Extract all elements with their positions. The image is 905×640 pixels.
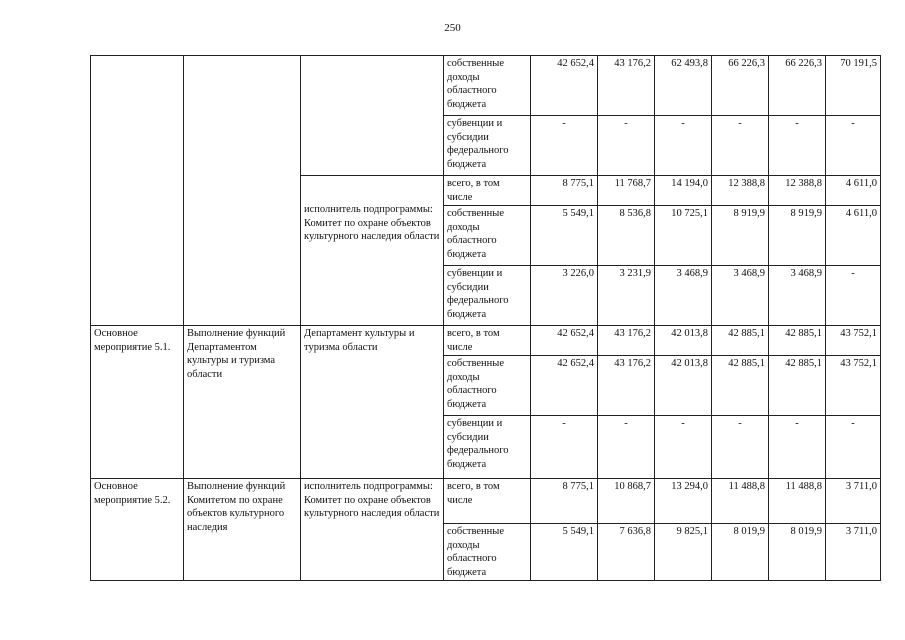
value-cell: 62 493,8 [655, 56, 712, 116]
value-cell: 14 194,0 [655, 176, 712, 206]
value-cell: 3 226,0 [531, 266, 598, 326]
value-cell: 42 013,8 [655, 356, 712, 416]
value-cell: - [712, 416, 769, 479]
value-cell: 9 825,1 [655, 524, 712, 581]
value-cell: 5 549,1 [531, 206, 598, 266]
value-cell: 4 611,0 [826, 206, 881, 266]
value-cell: 42 652,4 [531, 56, 598, 116]
value-cell: 8 775,1 [531, 479, 598, 524]
value-cell: 11 488,8 [712, 479, 769, 524]
value-cell: 3 468,9 [712, 266, 769, 326]
value-cell: - [769, 416, 826, 479]
value-cell: 5 549,1 [531, 524, 598, 581]
value-cell: 11 488,8 [769, 479, 826, 524]
executor-label: Департамент культуры и туризма области [301, 326, 444, 479]
value-cell: 42 885,1 [769, 356, 826, 416]
activity-description: Выполнение функций Департаментом культуры и туризма области [184, 326, 301, 479]
value-cell: 42 885,1 [712, 326, 769, 356]
activity-description: Выполнение функций Комитетом по охране объектов культурного наследия [184, 479, 301, 581]
budget-table [90, 55, 881, 581]
value-cell: 8 775,1 [531, 176, 598, 206]
value-cell: 43 752,1 [826, 356, 881, 416]
activity-name: Основное мероприятие 5.2. [91, 479, 184, 581]
funding-source: собственные доходы областного бюджета [444, 356, 531, 416]
funding-source: субвенции и субсидии федерального бюджета [444, 116, 531, 176]
funding-source: собственные доходы областного бюджета [444, 56, 531, 116]
value-cell: 7 636,8 [598, 524, 655, 581]
value-cell: - [655, 116, 712, 176]
value-cell: - [531, 116, 598, 176]
executor-cell [301, 176, 444, 326]
value-cell: 10 725,1 [655, 206, 712, 266]
value-cell: - [712, 116, 769, 176]
executor-label: исполнитель подпрограммы: Комитет по охране объектов культурного наследия области [301, 479, 444, 581]
activity-name-cell [91, 56, 184, 326]
executor-cell [301, 56, 444, 176]
funding-source: всего, в том числе [444, 326, 531, 356]
value-cell: - [826, 266, 881, 326]
funding-source: собственные доходы областного бюджета [444, 206, 531, 266]
funding-source: субвенции и субсидии федерального бюджета [444, 266, 531, 326]
funding-source: собственные доходы областного бюджета [444, 524, 531, 581]
value-cell: 66 226,3 [769, 56, 826, 116]
value-cell: 70 191,5 [826, 56, 881, 116]
funding-source: субвенции и субсидии федерального бюджета [444, 416, 531, 479]
value-cell: 42 652,4 [531, 356, 598, 416]
value-cell: 3 468,9 [769, 266, 826, 326]
value-cell: - [531, 416, 598, 479]
page-number: 250 [444, 22, 461, 34]
table-row [91, 56, 881, 116]
value-cell: 3 711,0 [826, 524, 881, 581]
funding-source: всего, в том числе [444, 176, 531, 206]
value-cell: 12 388,8 [769, 176, 826, 206]
value-cell: - [769, 116, 826, 176]
value-cell: 43 176,2 [598, 326, 655, 356]
value-cell: 12 388,8 [712, 176, 769, 206]
value-cell: 8 919,9 [712, 206, 769, 266]
activity-description-cell [184, 56, 301, 326]
value-cell: 42 885,1 [712, 356, 769, 416]
value-cell: 66 226,3 [712, 56, 769, 116]
value-cell: 8 536,8 [598, 206, 655, 266]
value-cell: 13 294,0 [655, 479, 712, 524]
table-row [91, 479, 881, 524]
funding-source: всего, в том числе [444, 479, 531, 524]
activity-name: Основное мероприятие 5.1. [91, 326, 184, 479]
value-cell: 10 868,7 [598, 479, 655, 524]
table-row [91, 326, 881, 356]
value-cell: 43 176,2 [598, 56, 655, 116]
value-cell: - [826, 416, 881, 479]
value-cell: 42 013,8 [655, 326, 712, 356]
value-cell: 8 019,9 [769, 524, 826, 581]
value-cell: 43 176,2 [598, 356, 655, 416]
value-cell: - [826, 116, 881, 176]
value-cell: - [598, 416, 655, 479]
value-cell: 42 652,4 [531, 326, 598, 356]
value-cell: 43 752,1 [826, 326, 881, 356]
value-cell: 8 019,9 [712, 524, 769, 581]
executor-label: исполнитель подпрограммы: Комитет по охране объектов культурного наследия области [304, 204, 440, 242]
value-cell: 3 711,0 [826, 479, 881, 524]
value-cell: 3 231,9 [598, 266, 655, 326]
value-cell: 11 768,7 [598, 176, 655, 206]
value-cell: 4 611,0 [826, 176, 881, 206]
value-cell: - [655, 416, 712, 479]
value-cell: 8 919,9 [769, 206, 826, 266]
value-cell: - [598, 116, 655, 176]
value-cell: 42 885,1 [769, 326, 826, 356]
value-cell: 3 468,9 [655, 266, 712, 326]
